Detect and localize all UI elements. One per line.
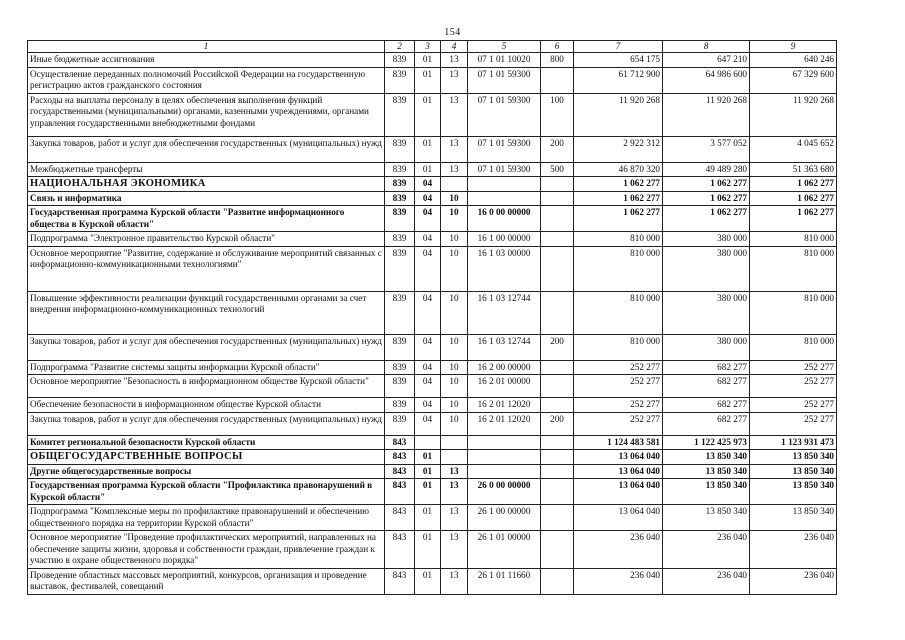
- amount-year-2: 11 920 268: [663, 93, 750, 136]
- section-code: 04: [415, 191, 441, 206]
- amount-year-2: 13 850 340: [663, 450, 750, 465]
- subsection-code: [441, 177, 468, 192]
- amount-year-1: 61 712 900: [574, 67, 663, 93]
- amount-year-2: 682 277: [663, 398, 750, 413]
- section-code: 01: [415, 464, 441, 479]
- subsection-code: 13: [441, 93, 468, 136]
- admin-code: 843: [385, 479, 415, 505]
- admin-code: 839: [385, 136, 415, 162]
- table-row: [28, 93, 837, 136]
- amount-year-1: 13 064 040: [574, 450, 663, 465]
- amount-year-1: 810 000: [574, 246, 663, 291]
- subsection-code: 10: [441, 206, 468, 232]
- amount-year-2: 236 040: [663, 568, 750, 594]
- row-name: Закупка товаров, работ и услуг для обеспечения государственных (муниципальных) нужд: [28, 334, 385, 360]
- amount-year-1: 11 920 268: [574, 93, 663, 136]
- expense-type-code: 200: [541, 334, 574, 360]
- table-row: [28, 177, 837, 192]
- admin-code: 839: [385, 191, 415, 206]
- column-number-cell: 8: [663, 41, 750, 53]
- row-name: Закупка товаров, работ и услуг для обеспечения государственных (муниципальных) нужд: [28, 412, 385, 435]
- expense-type-code: 200: [541, 412, 574, 435]
- subsection-code: 10: [441, 191, 468, 206]
- target-article-code: 16 2 01 00000: [468, 375, 541, 398]
- amount-year-1: 810 000: [574, 291, 663, 334]
- amount-year-2: 682 277: [663, 375, 750, 398]
- section-code: 01: [415, 67, 441, 93]
- amount-year-2: 64 986 600: [663, 67, 750, 93]
- column-number-cell: 3: [415, 41, 441, 53]
- subsection-code: 13: [441, 531, 468, 569]
- admin-code: 839: [385, 412, 415, 435]
- amount-year-3: 810 000: [750, 334, 837, 360]
- row-name: Комитет региональной безопасности Курской области: [28, 435, 385, 450]
- admin-code: 839: [385, 291, 415, 334]
- section-code: 01: [415, 531, 441, 569]
- amount-year-3: 810 000: [750, 246, 837, 291]
- target-article-code: 16 2 00 00000: [468, 360, 541, 375]
- row-name: Подпрограмма "Электронное правительство Курской области": [28, 232, 385, 247]
- amount-year-1: 252 277: [574, 398, 663, 413]
- table-row: [28, 398, 837, 413]
- admin-code: 843: [385, 435, 415, 450]
- row-name: Основное мероприятие "Развитие, содержание и обслуживание мероприятий связанных с информационно-коммуникационными технологиями": [28, 246, 385, 291]
- table-row: [28, 291, 837, 334]
- subsection-code: 13: [441, 136, 468, 162]
- amount-year-3: 252 277: [750, 412, 837, 435]
- row-name: Проведение областных массовых мероприятий, конкурсов, организация и проведение выставок, фестивалей, совещаний: [28, 568, 385, 594]
- target-article-code: 16 1 03 12744: [468, 291, 541, 334]
- amount-year-1: 1 062 277: [574, 177, 663, 192]
- target-article-code: 16 1 03 12744: [468, 334, 541, 360]
- admin-code: 839: [385, 93, 415, 136]
- expense-type-code: [541, 375, 574, 398]
- amount-year-3: 1 062 277: [750, 206, 837, 232]
- subsection-code: 10: [441, 412, 468, 435]
- row-name: Другие общегосударственные вопросы: [28, 464, 385, 479]
- target-article-code: 07 1 01 10020: [468, 53, 541, 68]
- row-name: Осуществление переданных полномочий Российской Федерации на государственную регистрацию актов гражданского состояния: [28, 67, 385, 93]
- page-number: 154: [444, 27, 461, 38]
- target-article-code: 16 2 01 12020: [468, 412, 541, 435]
- expense-type-code: [541, 177, 574, 192]
- amount-year-3: 1 123 931 473: [750, 435, 837, 450]
- subsection-code: 10: [441, 375, 468, 398]
- section-code: 04: [415, 206, 441, 232]
- expense-type-code: [541, 479, 574, 505]
- expense-type-code: [541, 206, 574, 232]
- amount-year-3: 810 000: [750, 232, 837, 247]
- section-code: 01: [415, 568, 441, 594]
- amount-year-2: 1 062 277: [663, 177, 750, 192]
- target-article-code: 07 1 01 59300: [468, 162, 541, 177]
- column-number-cell: 4: [441, 41, 468, 53]
- table-row: [28, 67, 837, 93]
- amount-year-2: 380 000: [663, 334, 750, 360]
- expense-type-code: [541, 464, 574, 479]
- section-code: 04: [415, 177, 441, 192]
- amount-year-1: 810 000: [574, 334, 663, 360]
- subsection-code: 13: [441, 67, 468, 93]
- table-row: [28, 360, 837, 375]
- column-number-row: [28, 41, 837, 53]
- amount-year-2: 13 850 340: [663, 479, 750, 505]
- column-number-cell: 5: [468, 41, 541, 53]
- amount-year-3: 810 000: [750, 291, 837, 334]
- section-code: 04: [415, 398, 441, 413]
- admin-code: 839: [385, 67, 415, 93]
- table-row: [28, 53, 837, 68]
- expense-type-code: [541, 435, 574, 450]
- amount-year-1: 654 175: [574, 53, 663, 68]
- row-name: Обеспечение безопасности в информационном обществе Курской области: [28, 398, 385, 413]
- amount-year-1: 13 064 040: [574, 479, 663, 505]
- admin-code: 839: [385, 206, 415, 232]
- admin-code: 839: [385, 232, 415, 247]
- target-article-code: 16 0 00 00000: [468, 206, 541, 232]
- amount-year-3: 67 329 600: [750, 67, 837, 93]
- table-row: [28, 246, 837, 291]
- amount-year-2: 49 489 280: [663, 162, 750, 177]
- table-row: [28, 435, 837, 450]
- target-article-code: [468, 191, 541, 206]
- amount-year-1: 2 922 312: [574, 136, 663, 162]
- subsection-code: 13: [441, 479, 468, 505]
- section-code: 04: [415, 291, 441, 334]
- target-article-code: 16 2 01 12020: [468, 398, 541, 413]
- target-article-code: [468, 450, 541, 465]
- table-row: [28, 206, 837, 232]
- section-code: 01: [415, 93, 441, 136]
- amount-year-1: 13 064 040: [574, 505, 663, 531]
- expense-type-code: [541, 398, 574, 413]
- row-name: Подпрограмма "Комплексные меры по профилактике правонарушений и обеспечению общественного порядка на территории Курской области": [28, 505, 385, 531]
- table-row: [28, 334, 837, 360]
- admin-code: 839: [385, 375, 415, 398]
- subsection-code: 13: [441, 53, 468, 68]
- admin-code: 843: [385, 531, 415, 569]
- subsection-code: 13: [441, 568, 468, 594]
- subsection-code: 13: [441, 162, 468, 177]
- row-name: Закупка товаров, работ и услуг для обеспечения государственных (муниципальных) нужд: [28, 136, 385, 162]
- amount-year-3: 640 246: [750, 53, 837, 68]
- row-name: Подпрограмма "Развитие системы защиты информации Курской области": [28, 360, 385, 375]
- amount-year-3: 11 920 268: [750, 93, 837, 136]
- section-code: 01: [415, 479, 441, 505]
- expense-type-code: [541, 360, 574, 375]
- admin-code: 839: [385, 177, 415, 192]
- section-code: 04: [415, 412, 441, 435]
- section-code: 01: [415, 162, 441, 177]
- amount-year-1: 1 124 483 581: [574, 435, 663, 450]
- amount-year-2: 647 210: [663, 53, 750, 68]
- amount-year-3: 13 850 340: [750, 505, 837, 531]
- amount-year-3: 236 040: [750, 568, 837, 594]
- subsection-code: [441, 450, 468, 465]
- amount-year-3: 252 277: [750, 375, 837, 398]
- row-name: Расходы на выплаты персоналу в целях обеспечения выполнения функций государственными (муниципальными) органами, казенными учреждениями, органами управления государственными внебюджетными фондами: [28, 93, 385, 136]
- row-name: Межбюджетные трансферты: [28, 162, 385, 177]
- expense-type-code: [541, 191, 574, 206]
- table-row: [28, 232, 837, 247]
- row-name: ОБЩЕГОСУДАРСТВЕННЫЕ ВОПРОСЫ: [28, 450, 385, 465]
- table-row: [28, 412, 837, 435]
- admin-code: 839: [385, 334, 415, 360]
- target-article-code: 26 1 00 00000: [468, 505, 541, 531]
- row-name: Основное мероприятие "Безопасность в информационном обществе Курской области": [28, 375, 385, 398]
- section-code: 04: [415, 360, 441, 375]
- subsection-code: 13: [441, 505, 468, 531]
- target-article-code: 26 0 00 00000: [468, 479, 541, 505]
- row-name: НАЦИОНАЛЬНАЯ ЭКОНОМИКА: [28, 177, 385, 192]
- amount-year-2: 682 277: [663, 360, 750, 375]
- amount-year-3: 13 850 340: [750, 479, 837, 505]
- amount-year-3: 252 277: [750, 360, 837, 375]
- amount-year-1: 810 000: [574, 232, 663, 247]
- column-number-cell: 7: [574, 41, 663, 53]
- column-number-cell: 6: [541, 41, 574, 53]
- expense-type-code: 800: [541, 53, 574, 68]
- amount-year-1: 252 277: [574, 360, 663, 375]
- target-article-code: [468, 177, 541, 192]
- amount-year-2: 682 277: [663, 412, 750, 435]
- amount-year-1: 46 870 320: [574, 162, 663, 177]
- expense-type-code: [541, 450, 574, 465]
- admin-code: 839: [385, 246, 415, 291]
- table-row: [28, 136, 837, 162]
- admin-code: 843: [385, 568, 415, 594]
- amount-year-1: 1 062 277: [574, 191, 663, 206]
- target-article-code: 16 1 00 00000: [468, 232, 541, 247]
- amount-year-2: 1 062 277: [663, 191, 750, 206]
- table-row: [28, 464, 837, 479]
- admin-code: 839: [385, 360, 415, 375]
- amount-year-1: 1 062 277: [574, 206, 663, 232]
- amount-year-3: 13 850 340: [750, 450, 837, 465]
- amount-year-3: 252 277: [750, 398, 837, 413]
- expense-type-code: [541, 505, 574, 531]
- admin-code: 843: [385, 464, 415, 479]
- expense-type-code: [541, 568, 574, 594]
- table-row: [28, 191, 837, 206]
- column-number-cell: 2: [385, 41, 415, 53]
- column-number-cell: 1: [28, 41, 385, 53]
- amount-year-3: 1 062 277: [750, 191, 837, 206]
- section-code: 01: [415, 53, 441, 68]
- amount-year-3: 1 062 277: [750, 177, 837, 192]
- subsection-code: [441, 435, 468, 450]
- subsection-code: 10: [441, 246, 468, 291]
- admin-code: 843: [385, 505, 415, 531]
- amount-year-1: 13 064 040: [574, 464, 663, 479]
- target-article-code: [468, 435, 541, 450]
- section-code: 04: [415, 246, 441, 291]
- target-article-code: 16 1 03 00000: [468, 246, 541, 291]
- admin-code: 839: [385, 162, 415, 177]
- section-code: [415, 435, 441, 450]
- column-number-cell: 9: [750, 41, 837, 53]
- row-name: Государственная программа Курской области "Профилактика правонарушений в Курской области": [28, 479, 385, 505]
- amount-year-2: 236 040: [663, 531, 750, 569]
- subsection-code: 10: [441, 360, 468, 375]
- target-article-code: 07 1 01 59300: [468, 93, 541, 136]
- expense-type-code: [541, 232, 574, 247]
- expense-type-code: [541, 531, 574, 569]
- admin-code: 839: [385, 398, 415, 413]
- amount-year-2: 13 850 340: [663, 464, 750, 479]
- amount-year-2: 1 122 425 973: [663, 435, 750, 450]
- section-code: 01: [415, 505, 441, 531]
- section-code: 01: [415, 450, 441, 465]
- table-row: [28, 375, 837, 398]
- amount-year-3: 4 045 652: [750, 136, 837, 162]
- target-article-code: 07 1 01 59300: [468, 67, 541, 93]
- row-name: Государственная программа Курской области "Развитие информационного общества в Курской области": [28, 206, 385, 232]
- target-article-code: 26 1 01 11660: [468, 568, 541, 594]
- row-name: Повышение эффективности реализации функций государственными органами за счет внедрения информационно-коммуникационных технологий: [28, 291, 385, 334]
- row-name: Связь и информатика: [28, 191, 385, 206]
- section-code: 04: [415, 375, 441, 398]
- expense-type-code: 200: [541, 136, 574, 162]
- expense-type-code: [541, 246, 574, 291]
- subsection-code: 10: [441, 291, 468, 334]
- subsection-code: 13: [441, 464, 468, 479]
- table-row: [28, 479, 837, 505]
- amount-year-3: 236 040: [750, 531, 837, 569]
- amount-year-2: 380 000: [663, 246, 750, 291]
- table-body: [28, 41, 837, 595]
- row-name: Основное мероприятие "Проведение профилактических мероприятий, направленных на обеспечение защиты жизни, здоровья и собственности граждан, привлечение граждан к участию в охране общественного порядка": [28, 531, 385, 569]
- target-article-code: 07 1 01 59300: [468, 136, 541, 162]
- amount-year-1: 252 277: [574, 375, 663, 398]
- expense-type-code: [541, 67, 574, 93]
- admin-code: 843: [385, 450, 415, 465]
- row-name: Иные бюджетные ассигнования: [28, 53, 385, 68]
- amount-year-1: 236 040: [574, 531, 663, 569]
- amount-year-3: 13 850 340: [750, 464, 837, 479]
- subsection-code: 10: [441, 398, 468, 413]
- section-code: 01: [415, 136, 441, 162]
- amount-year-1: 236 040: [574, 568, 663, 594]
- admin-code: 839: [385, 53, 415, 68]
- amount-year-2: 3 577 052: [663, 136, 750, 162]
- table-row: [28, 162, 837, 177]
- expense-type-code: 500: [541, 162, 574, 177]
- table-row: [28, 531, 837, 569]
- target-article-code: 26 1 01 00000: [468, 531, 541, 569]
- amount-year-2: 380 000: [663, 291, 750, 334]
- amount-year-3: 51 363 680: [750, 162, 837, 177]
- subsection-code: 10: [441, 334, 468, 360]
- table-row: [28, 568, 837, 594]
- amount-year-2: 380 000: [663, 232, 750, 247]
- budget-table: [27, 40, 837, 595]
- target-article-code: [468, 464, 541, 479]
- subsection-code: 10: [441, 232, 468, 247]
- table-row: [28, 505, 837, 531]
- section-code: 04: [415, 232, 441, 247]
- amount-year-2: 13 850 340: [663, 505, 750, 531]
- amount-year-1: 252 277: [574, 412, 663, 435]
- section-code: 04: [415, 334, 441, 360]
- expense-type-code: [541, 291, 574, 334]
- amount-year-2: 1 062 277: [663, 206, 750, 232]
- expense-type-code: 100: [541, 93, 574, 136]
- table-row: [28, 450, 837, 465]
